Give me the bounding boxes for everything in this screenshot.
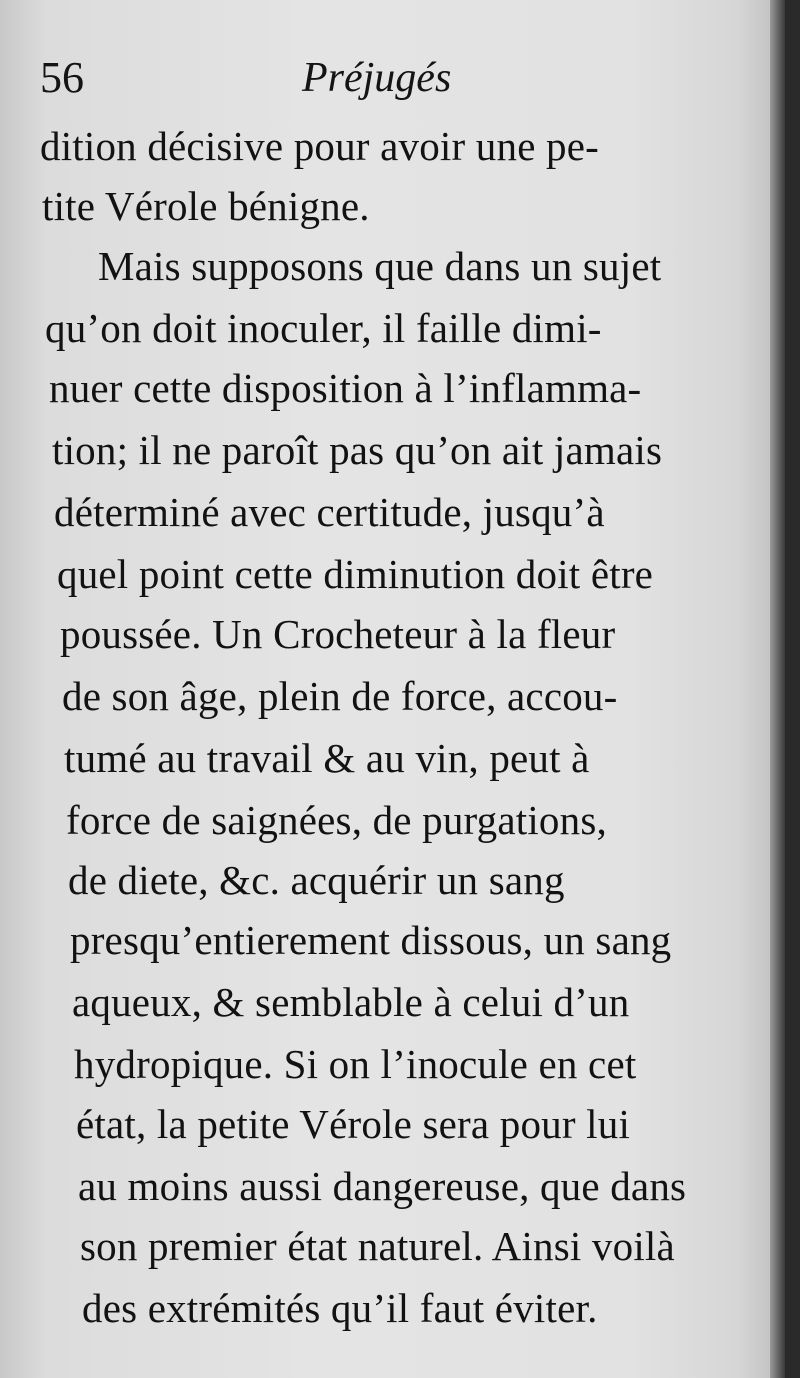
page-number: 56 [40,53,84,102]
text-line: son premier état naturel. Ainsi voilà [80,1223,675,1269]
text-line: tion; il ne paroît pas qu’on ait jamais [52,427,663,473]
text-line: Mais supposons que dans un sujet [98,243,662,289]
text-line: nuer cette disposition à l’inflamma- [49,365,642,411]
text-line: dition décisive pour avoir une pe- [40,123,599,169]
text-line: tumé au travail & au vin, peut à [64,735,590,781]
text-line: quel point cette diminution doit être [57,551,654,597]
text-line: tite Vérole bénigne. [42,183,370,229]
text-line: de son âge, plein de force, accou- [62,673,618,719]
running-head: Préjugés [302,55,452,101]
text-line: aqueux, & semblable à celui d’un [72,979,630,1025]
text-line: poussée. Un Crocheteur à la fleur [60,611,616,657]
text-line: qu’on doit inoculer, il faille dimi- [45,305,602,351]
text-line: force de saignées, de purgations, [66,797,607,843]
text-line: au moins aussi dangereuse, que dans [78,1163,687,1209]
text-line: hydropique. Si on l’inocule en cet [74,1041,637,1087]
text-line: déterminé avec certitude, jusqu’à [54,489,605,535]
text-line: de diete, &c. acquérir un sang [68,857,565,903]
text-line: des extrémités qu’il faut éviter. [82,1285,598,1331]
text-line: presqu’entierement dissous, un sang [70,917,672,963]
text-line: état, la petite Vérole sera pour lui [76,1101,631,1147]
